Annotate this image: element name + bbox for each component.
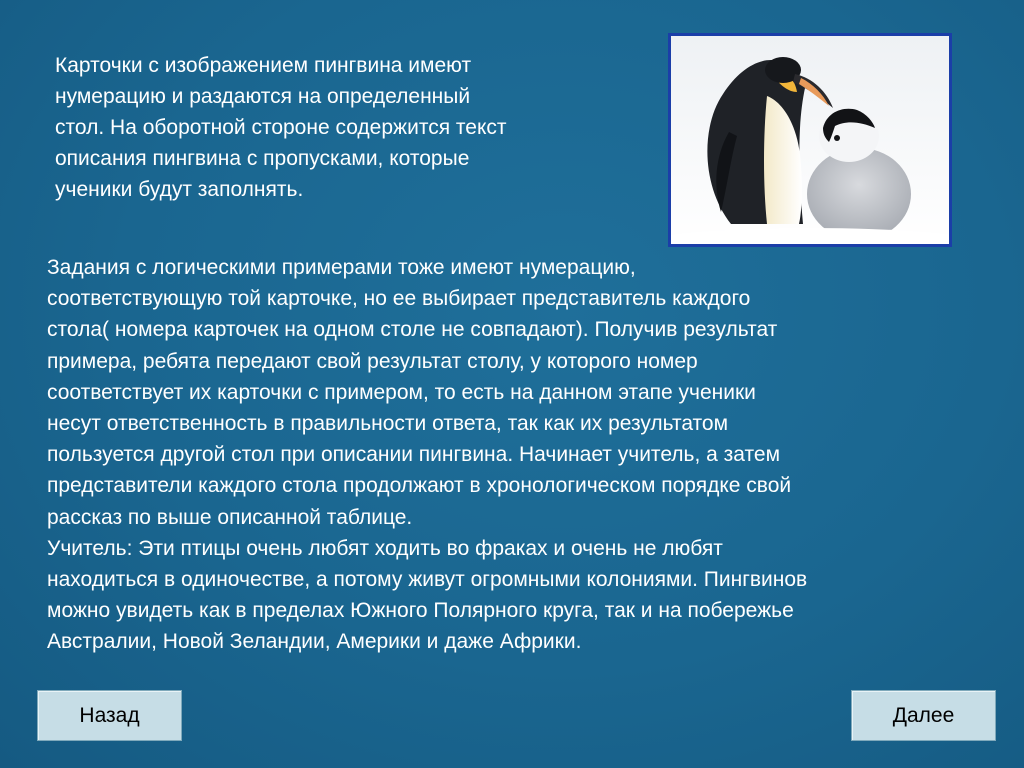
penguin-photo — [668, 33, 952, 247]
intro-paragraph: Карточки с изображением пингвина имеют нумерацию и раздаются на определенный стол. На оборотной стороне содержится текст описания пингвина с пропусками, которые ученики будут заполнять. — [55, 54, 507, 201]
next-button[interactable]: Далее — [851, 690, 996, 741]
back-button[interactable]: Назад — [37, 690, 182, 741]
body-paragraph: Задания с логическими примерами тоже имеют нумерацию, соответствующую той карточке, но ее выбирает представитель каждого стола( номера карточек на одном столе не совпадают). Получив результат примера, ребята передают свой результат столу, у которого номер соответствует их карточки с примером, то есть на данном этапе ученики несут ответственность в правильности ответа, так как их результатом пользуется другой стол при описании пингвина. Начинает учитель, а затем представители каждого стола продолжают в хронологическом порядке свой рассказ по выше описанной таблице. Учитель: Эти птицы очень любят ходить во фраках и очень не любят находиться в одиночестве, а потому живут огромными колониями. Пингвинов можно увидеть как в пределах Южного Полярного круга, так и на побережье Австралии, Новой Зеландии, Америки и даже Африки. — [47, 256, 808, 654]
penguin-image — [671, 36, 949, 244]
